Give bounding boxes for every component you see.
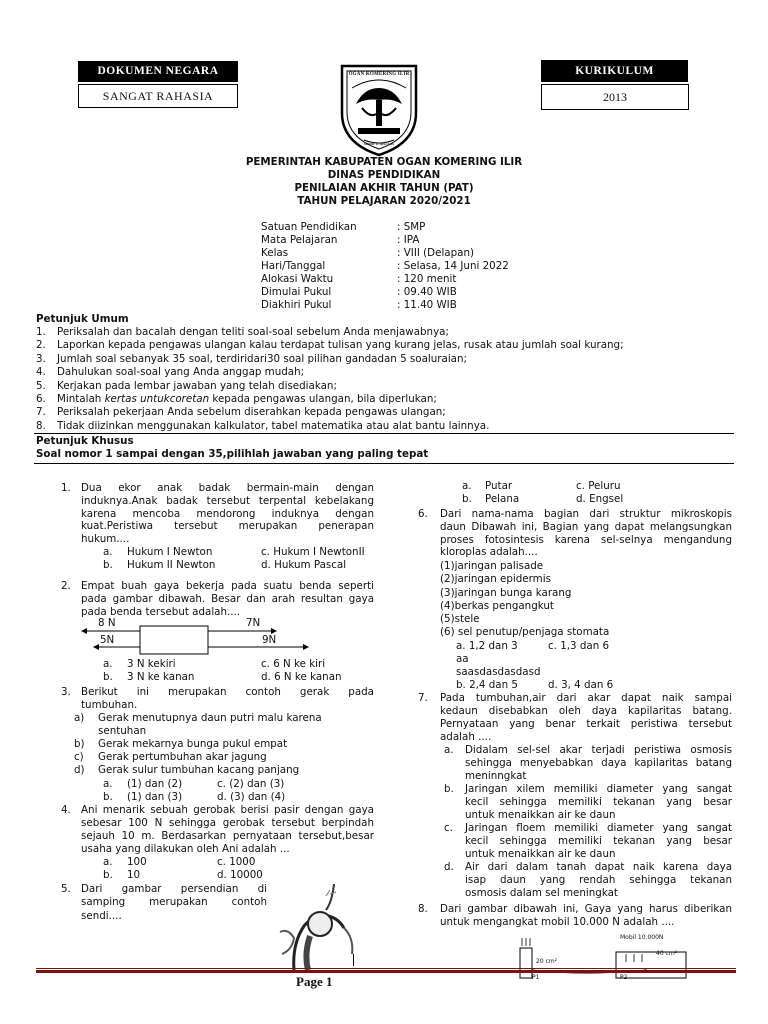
- item-text-part: Laporkan kepada pengawas ulangan kalau terdapat tulisan yang kurang jelas, rusak atau jumlah soal kurang;: [57, 339, 624, 352]
- page-number: Page 1: [296, 974, 333, 989]
- q7-option-key: a.: [444, 744, 454, 756]
- q1-opt-d: d. Hukum Pascal: [261, 559, 347, 571]
- q1-number: 1.: [61, 482, 71, 494]
- info-row: [261, 247, 521, 260]
- info-value: : 120 menit: [397, 273, 457, 285]
- title-line-1: PEMERINTAH KABUPATEN OGAN KOMERING ILIR: [245, 156, 523, 168]
- q7-option: [440, 744, 732, 783]
- item-text: [57, 366, 304, 379]
- q7-number: 7.: [418, 692, 428, 704]
- footer-rule-thick: [36, 970, 736, 973]
- question-line: kedaun disebabkan oleh daya kapilaritas batang.: [440, 705, 732, 717]
- question-line: daun Dibawah ini, Bagian yang dapat melangsungkan: [440, 520, 732, 533]
- q6-item: (4)berkas pengangkut: [440, 599, 554, 612]
- question-line: pada gambar dibawah. Besar dan arah resultan gaya: [81, 592, 374, 605]
- petunjuk-umum-item: [36, 393, 736, 406]
- area-1-label: 20 cm²: [536, 958, 558, 965]
- kurikulum-year-box: 2013: [541, 84, 689, 110]
- question-line: Dua ekor anak badak bermain-main dengan: [81, 482, 374, 494]
- q7-option-line: sehingga menyebabkan daya kapilaritas batang: [465, 757, 732, 769]
- force-8n-label: 8 N: [98, 617, 116, 629]
- petunjuk-umum-item: [36, 339, 736, 352]
- sangat-rahasia-box: SANGAT RAHASIA: [78, 84, 238, 108]
- q2-opt-a: 3 N kekiri: [127, 658, 176, 670]
- question-line: hukum....: [81, 533, 130, 546]
- q4-opt-d: d. 10000: [217, 869, 263, 881]
- item-text: [57, 326, 449, 339]
- item-number: 6.: [36, 392, 46, 405]
- q3-item-text: Gerak mekarnya bunga pukul empat: [98, 738, 288, 750]
- q1-opt-a-key: a.: [103, 546, 113, 558]
- q6-extra-2: saasdasdasdasd: [456, 666, 541, 678]
- q5-opt-b: Pelana: [485, 493, 520, 505]
- petunjuk-umum-item: [36, 406, 736, 419]
- petunjuk-umum-item: [36, 353, 736, 366]
- kurikulum-box: KURIKULUM: [541, 60, 688, 82]
- q3-item: [74, 751, 374, 764]
- q3-item-key: c): [74, 751, 84, 763]
- q6-extra-1: aa: [456, 653, 469, 665]
- q7-option-key: b.: [444, 783, 454, 795]
- area-2-label: 40 cm²: [656, 950, 678, 957]
- question-line: Dari nama-nama bagian dari struktur mikroskopis: [440, 508, 732, 520]
- q2-opt-c: c. 6 N ke kiri: [261, 658, 326, 670]
- question-line: Empat buah gaya bekerja pada suatu benda seperti: [81, 580, 374, 592]
- q4-opt-a-key: a.: [103, 856, 113, 868]
- q1-text: [81, 482, 374, 546]
- q3-items: [74, 712, 374, 777]
- item-text: [57, 420, 489, 433]
- petunjuk-umum-item: [36, 420, 736, 433]
- item-number: 8.: [36, 419, 46, 432]
- q4-opt-a: 100: [127, 856, 147, 868]
- q7-option-line: Air dari dalam tanah dapat naik karena daya: [465, 861, 732, 873]
- q5-opt-c: c. Peluru: [576, 480, 621, 492]
- info-label: Alokasi Waktu: [261, 273, 334, 285]
- q7-text: [440, 692, 732, 744]
- q6-item: (5)stele: [440, 613, 480, 626]
- q1-opt-b-key: b.: [103, 559, 113, 571]
- item-number: 1.: [36, 326, 46, 338]
- item-number: 7.: [36, 406, 46, 419]
- question-line: sebesar 100 N sehingga gerobak tersebut berpindah: [81, 817, 374, 829]
- q3-opt-d: d. (3) dan (4): [217, 791, 286, 803]
- question-line: proses fotosintesis karena sel-selnya mengandung: [440, 533, 732, 546]
- q3-opt-a-key: a.: [103, 778, 113, 790]
- petunjuk-khusus-heading: Petunjuk Khusus: [36, 435, 134, 447]
- q5-number: 5.: [61, 883, 71, 895]
- logo-bottom-text: SENDI 11 DISCUSS: [363, 142, 395, 146]
- q4-opt-b-key: b.: [103, 869, 113, 881]
- q6-opt-d: d. 3, 4 dan 6: [548, 679, 614, 691]
- q7-option: [440, 783, 732, 822]
- q3-item-text: Gerak menutupnya daun putri malu karena: [98, 712, 322, 724]
- q4-text: [81, 804, 374, 856]
- question-line: kuat.Peristiwa tersebut merupakan penerapan: [81, 520, 374, 533]
- q2-opt-d: d. 6 N ke kanan: [261, 671, 342, 683]
- q4-opt-b: 10: [127, 869, 141, 881]
- q3-opt-a: (1) dan (2): [127, 778, 183, 790]
- footer-rule-thin: [36, 968, 736, 969]
- petunjuk-umum-item: [36, 366, 736, 379]
- question-line: samping merupakan contoh: [81, 896, 267, 909]
- q7-option-line: kecil sehingga memiliki tekanan yang besar: [465, 835, 732, 847]
- info-row: [261, 221, 521, 234]
- item-text-part: Mintalah: [57, 392, 105, 405]
- info-value: : 09.40 WIB: [397, 286, 457, 298]
- q4-opt-c: c. 1000: [217, 856, 256, 868]
- q7-option-line: Didalam sel-sel akar terjadi peristiwa osmosis: [465, 744, 732, 756]
- q7-option-line: meninngkat: [465, 770, 527, 782]
- petunjuk-umum-item: [36, 380, 736, 393]
- item-text-part: kepada pengawas ulangan, bila diperlukan;: [209, 392, 437, 405]
- info-value: : IPA: [397, 234, 420, 246]
- q7-option-key: c.: [444, 822, 453, 834]
- info-row: [261, 286, 521, 299]
- title-line-2: DINAS PENDIDIKAN: [327, 169, 441, 181]
- item-text-emphasis: kertas untukcoretan: [104, 392, 210, 405]
- p1-label: P1: [532, 974, 540, 981]
- q7-option-line: osmosis dalam sel meningkat: [465, 887, 618, 899]
- q5-opt-b-key: b.: [462, 493, 472, 505]
- q6-number: 6.: [418, 508, 428, 520]
- item-number: 4.: [36, 366, 46, 379]
- question-line: Dari gambar dibawah ini, Gaya yang harus diberikan: [440, 903, 732, 915]
- title-line-4: TAHUN PELAJARAN 2020/2021: [297, 195, 471, 207]
- petunjuk-umum-item: [36, 326, 736, 339]
- q2-text: [81, 580, 374, 618]
- q3-item-text: sentuhan: [98, 725, 147, 737]
- item-text: [57, 353, 467, 366]
- q6-item: (2)jaringan epidermis: [440, 573, 551, 586]
- p2-label: P2: [620, 974, 628, 981]
- q3-item: [74, 712, 374, 725]
- hydraulic-diagram: [516, 934, 712, 984]
- q3-item: [74, 738, 374, 751]
- item-text-part: Jumlah soal sebanyak 35 soal, terdiridari30 soal pilihan gandadan 5 soaluraian;: [57, 352, 467, 365]
- q6-text: [440, 508, 732, 559]
- force-7n-label: 7N: [246, 617, 261, 629]
- info-value: : VIII (Delapan): [397, 247, 475, 259]
- question-line: adalah ....: [440, 731, 492, 743]
- q3-item: [74, 725, 374, 738]
- q7-option-line: untuk menaikkan air ke daun: [465, 848, 616, 860]
- q3-item-key: d): [74, 764, 85, 776]
- petunjuk-umum-heading: Petunjuk Umum: [36, 313, 129, 325]
- q1-opt-a: Hukum I Newton: [127, 546, 213, 558]
- q3-item: [74, 764, 374, 777]
- q6-items: [440, 560, 732, 640]
- q5-opt-d: d. Engsel: [576, 493, 624, 505]
- section-divider: [34, 433, 734, 434]
- q2-number: 2.: [61, 580, 71, 592]
- petunjuk-umum-list: [36, 326, 736, 433]
- q7-option: [440, 861, 732, 900]
- question-line: karena mencoba mendorong induknya dengan: [81, 507, 374, 520]
- cursor-mark: [353, 954, 354, 966]
- car-weight-label: Mobil 10.000N: [620, 934, 664, 941]
- q3-opt-b-key: b.: [103, 791, 113, 803]
- question-line: Ani menarik sebuah gerobak berisi pasir dengan gaya: [81, 804, 374, 816]
- question-line: untuk mengangkat mobil 10.000 N adalah ....: [440, 916, 675, 928]
- info-value: : SMP: [397, 221, 426, 233]
- q6-opt-b: b. 2,4 dan 5: [456, 679, 518, 691]
- q2-opt-b-key: b.: [103, 671, 113, 683]
- q7-option-line: isap daun yang rendah sehingga tekanan: [465, 874, 732, 886]
- item-text: [57, 380, 337, 393]
- q6-item: (6) sel penutup/penjaga stomata: [440, 626, 610, 639]
- q1-opt-b: Hukum II Newton: [127, 559, 216, 571]
- q7-option-body: [465, 822, 732, 861]
- question-line: Berikut ini merupakan contoh gerak pada: [81, 686, 374, 698]
- question-line: usaha yang dilakukan oleh Ani adalah ...: [81, 843, 290, 855]
- q8-text: [440, 903, 732, 929]
- q2-opt-a-key: a.: [103, 658, 113, 670]
- q7-options: [440, 744, 732, 900]
- info-row: [261, 299, 521, 312]
- q2-opt-b: 3 N ke kanan: [127, 671, 195, 683]
- q6-item: (1)jaringan palisade: [440, 560, 544, 572]
- item-text-part: Dahulukan soal-soal yang Anda anggap mudah;: [57, 366, 305, 379]
- item-text-part: Tidak diizinkan menggunakan kalkulator, tabel matematika atau alat bantu lainnya.: [57, 419, 490, 432]
- item-text: [57, 406, 446, 419]
- force-9n-label: 9N: [262, 634, 277, 646]
- question-line: tumbuhan.: [81, 698, 138, 711]
- info-value: : 11.40 WIB: [397, 299, 457, 311]
- q7-option: [440, 822, 732, 861]
- force-diagram: [78, 617, 318, 656]
- q7-option-body: [465, 783, 732, 822]
- info-value: : Selasa, 14 Juni 2022: [397, 260, 509, 272]
- info-label: Hari/Tanggal: [261, 260, 326, 272]
- q6-item: (3)jaringan bunga karang: [440, 586, 572, 599]
- dokumen-negara-box: DOKUMEN NEGARA: [78, 61, 238, 82]
- q3-item-key: a): [74, 712, 85, 724]
- item-text-part: Periksalah dan bacalah dengan teliti soal-soal sebelum Anda menjawabnya;: [57, 326, 449, 338]
- section-divider-2: [34, 463, 734, 464]
- info-label: Kelas: [261, 247, 289, 259]
- q7-option-line: kecil sehingga memiliki tekanan yang besar: [465, 796, 732, 808]
- question-line: Dari gambar persendian di: [81, 883, 267, 895]
- info-label: Satuan Pendidikan: [261, 221, 357, 233]
- q1-opt-c: c. Hukum I NewtonII: [261, 546, 365, 558]
- q3-text: [81, 686, 374, 712]
- item-text: [57, 393, 437, 406]
- info-label: Mata Pelajaran: [261, 234, 338, 246]
- q3-number: 3.: [61, 686, 71, 698]
- exam-info: [261, 221, 521, 312]
- item-text-part: Kerjakan pada lembar jawaban yang telah disediakan;: [57, 379, 337, 392]
- logo-top-text: OGAN KOMERING ILIR: [348, 72, 410, 77]
- joint-image: [274, 884, 362, 970]
- q7-option-line: Jaringan floem memiliki diameter yang sangat: [465, 822, 732, 834]
- info-label: Diakhiri Pukul: [261, 299, 332, 311]
- q3-item-key: b): [74, 738, 85, 750]
- q3-opt-c: c. (2) dan (3): [217, 778, 285, 790]
- item-text-part: Periksalah pekerjaan Anda sebelum diserahkan kepada pengawas ulangan;: [57, 406, 446, 419]
- info-row: [261, 273, 521, 286]
- item-number: 5.: [36, 379, 46, 392]
- item-number: 3.: [36, 352, 46, 365]
- info-row: [261, 260, 521, 273]
- petunjuk-khusus-subheading: Soal nomor 1 sampai dengan 35,pilihlah jawaban yang paling tepat: [36, 448, 429, 460]
- question-line: pada benda tersebut adalah....: [81, 605, 241, 618]
- q8-number: 8.: [418, 903, 428, 915]
- q7-option-body: [465, 744, 732, 783]
- question-line: induknya.Anak badak tersebut terpental kebelakang: [81, 494, 374, 507]
- question-line: Pada tumbuhan,air dari akar dapat naik sampai: [440, 692, 732, 704]
- title-line-3: PENILAIAN AKHIR TAHUN (PAT): [294, 182, 474, 194]
- question-line: kloroplas adalah....: [440, 546, 538, 559]
- info-label: Dimulai Pukul: [261, 286, 332, 298]
- q7-option-line: Jaringan xilem memiliki diameter yang sangat: [465, 783, 732, 795]
- q6-opt-a: a. 1,2 dan 3: [456, 640, 518, 652]
- q3-item-text: Gerak sulur tumbuhan kacang panjang: [98, 764, 300, 776]
- question-line: Pernyataan yang benar terkait peristiwa tersebut: [440, 718, 732, 730]
- q3-opt-b: (1) dan (3): [127, 791, 183, 803]
- q3-item-text: Gerak pertumbuhan akar jagung: [98, 751, 267, 763]
- q4-number: 4.: [61, 804, 71, 816]
- q5-opt-a: Putar: [485, 480, 513, 492]
- q7-option-line: untuk menaikkan air ke daun: [465, 809, 616, 821]
- force-5n-label: 5N: [100, 634, 115, 646]
- q7-option-body: [465, 861, 732, 900]
- q7-option-key: d.: [444, 861, 454, 873]
- info-row: [261, 234, 521, 247]
- question-line: sendi....: [81, 909, 122, 922]
- q6-opt-c: c. 1,3 dan 6: [548, 640, 610, 652]
- regency-logo: [334, 58, 424, 158]
- q5-text: [81, 883, 267, 923]
- question-line: sejauh 10 m. Berdasarkan pernyataan tersebut,besar: [81, 830, 374, 842]
- item-number: 2.: [36, 339, 46, 352]
- q5-opt-a-key: a.: [462, 480, 472, 492]
- item-text: [57, 339, 624, 352]
